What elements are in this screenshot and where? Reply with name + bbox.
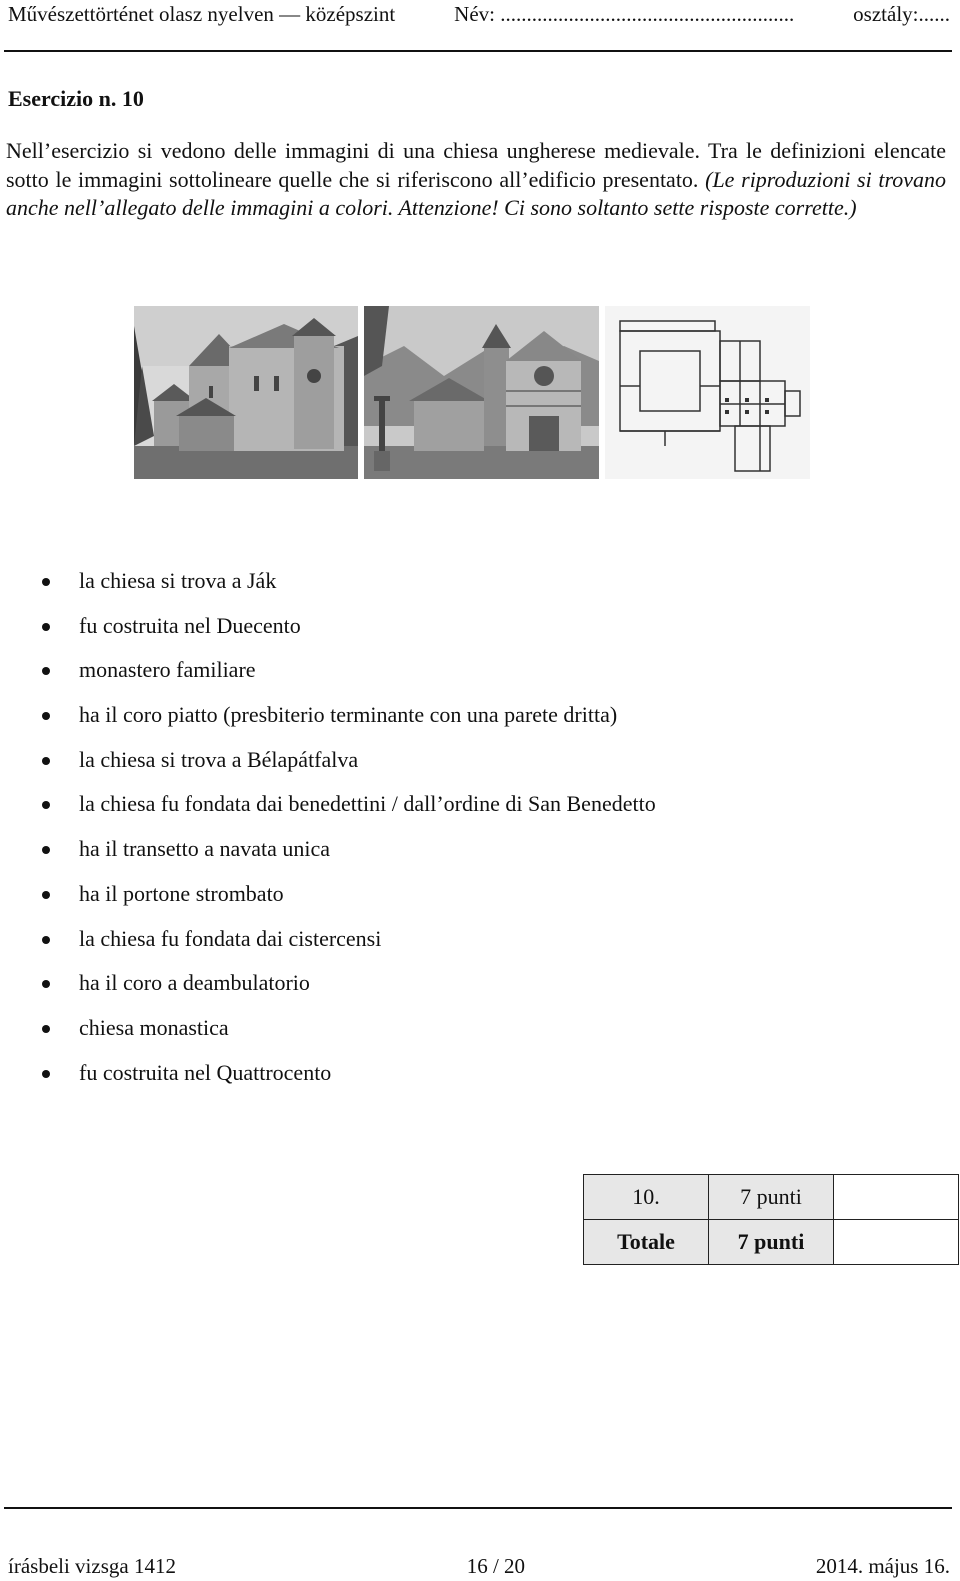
- list-item[interactable]: [0, 611, 656, 656]
- exam-date: 2014. május 16.: [815, 1554, 950, 1578]
- option-label: monastero familiare: [79, 657, 256, 683]
- exercise-number-cell: 10.: [584, 1175, 709, 1220]
- table-row: [584, 1220, 959, 1265]
- header-divider: [4, 50, 952, 52]
- name-field: Név: ........................................................: [454, 2, 795, 26]
- list-item[interactable]: [0, 834, 656, 879]
- church-facade-photo-icon: [364, 306, 599, 479]
- list-item[interactable]: [0, 700, 656, 745]
- floor-plan-icon: [605, 306, 810, 479]
- total-label-cell: Totale: [584, 1220, 709, 1265]
- list-item[interactable]: [0, 789, 656, 834]
- exercise-instructions: [6, 137, 946, 223]
- list-item[interactable]: [0, 924, 656, 969]
- list-item[interactable]: [0, 968, 656, 1013]
- list-item[interactable]: [0, 1058, 656, 1103]
- option-label: la chiesa fu fondata dai cistercensi: [79, 925, 382, 951]
- bullet-icon: [42, 712, 50, 720]
- max-points-cell: 7 punti: [709, 1175, 834, 1220]
- option-label: ha il coro a deambulatorio: [79, 970, 310, 996]
- list-item[interactable]: [0, 1013, 656, 1058]
- bullet-icon: [42, 623, 50, 631]
- options-list: [0, 566, 656, 1102]
- list-item[interactable]: [0, 566, 656, 611]
- table-row: [584, 1175, 959, 1220]
- bullet-icon: [42, 846, 50, 854]
- bullet-icon: [42, 578, 50, 586]
- subject-label: Művészettörténet olasz nyelven — középszint: [8, 2, 396, 26]
- bullet-icon: [42, 1025, 50, 1033]
- instructions-text: Nell’esercizio si vedono delle immagini di una chiesa ungherese medievale. Tra le definizioni elencate sotto le immagini sottolineare quelle che si riferiscono all’edificio presentato.: [6, 138, 946, 192]
- list-item[interactable]: [0, 879, 656, 924]
- list-item[interactable]: [0, 655, 656, 700]
- option-label: la chiesa si trova a Ják: [79, 568, 277, 593]
- total-score-cell[interactable]: [834, 1220, 959, 1265]
- exercise-title: Esercizio n. 10: [8, 86, 144, 111]
- option-label: la chiesa si trova a Bélapátfalva: [79, 746, 359, 772]
- church-photo-icon: [134, 306, 358, 479]
- bullet-icon: [42, 936, 50, 944]
- bullet-icon: [42, 1070, 50, 1078]
- bullet-icon: [42, 980, 50, 988]
- instructions-note: (Le riproduzioni si trovano anche nell’allegato delle immagini a colori. Attenzione! Ci sono soltanto sette risposte corrette.): [6, 166, 947, 220]
- bullet-icon: [42, 667, 50, 675]
- score-input-cell[interactable]: [834, 1175, 959, 1220]
- class-field: osztály:......: [853, 2, 950, 26]
- footer-divider: [4, 1507, 952, 1509]
- bullet-icon: [42, 757, 50, 765]
- option-label: ha il transetto a navata unica: [79, 836, 331, 862]
- score-table: [583, 1174, 959, 1265]
- bullet-icon: [42, 891, 50, 899]
- page-header: [8, 0, 950, 26]
- bullet-icon: [42, 801, 50, 809]
- total-points-cell: 7 punti: [709, 1220, 834, 1265]
- page-number: 16 / 20: [466, 1554, 526, 1578]
- option-label: fu costruita nel Duecento: [79, 612, 301, 638]
- option-label: ha il portone strombato: [79, 880, 284, 906]
- option-label: ha il coro piatto (presbiterio terminante con una parete dritta): [79, 702, 618, 728]
- list-item[interactable]: [0, 745, 656, 790]
- exam-code: írásbeli vizsga 1412: [8, 1554, 176, 1578]
- option-label: la chiesa fu fondata dai benedettini / dall’ordine di San Benedetto: [79, 791, 656, 817]
- option-label: chiesa monastica: [79, 1014, 229, 1040]
- page-footer: [8, 1554, 950, 1579]
- option-label: fu costruita nel Quattrocento: [79, 1059, 332, 1085]
